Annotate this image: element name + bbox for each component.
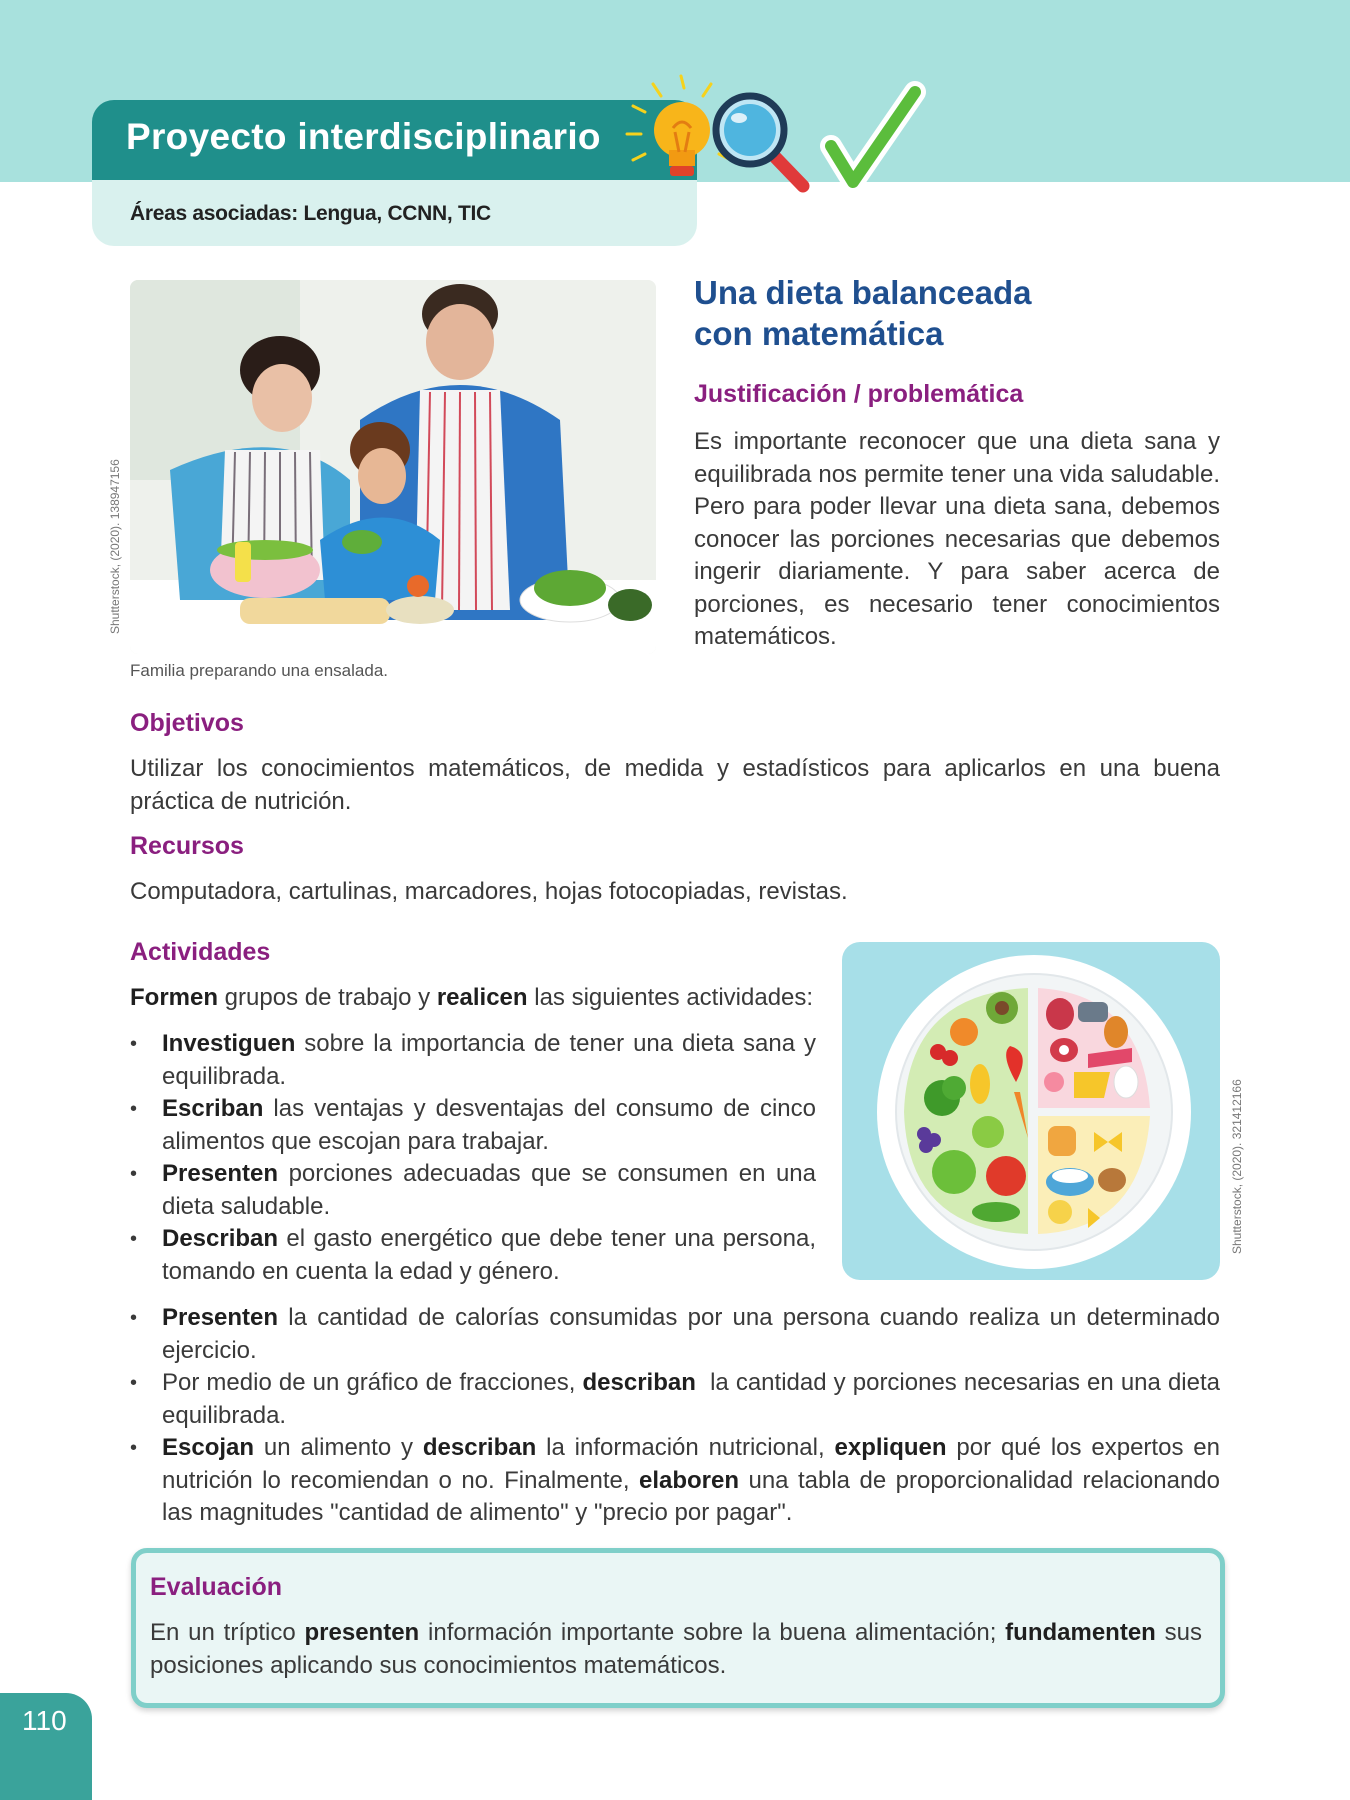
item-verb: Describan	[162, 1225, 279, 1252]
list-item	[130, 1367, 1227, 1432]
page-number: 110	[22, 1705, 67, 1736]
plate-credit: Shutterstock, (2020). 321412166	[1230, 1079, 1244, 1254]
item-text: la cantidad de calorías consumidas por una persona cuando realiza un determinado ejercicio.	[162, 1304, 1220, 1364]
item-verb: Presenten	[162, 1160, 279, 1187]
item-text: un alimento y	[254, 1434, 423, 1461]
actividades-intro	[130, 982, 820, 1015]
item-text: una tabla de proporcionalidad relacionando las magnitudes "cantidad de alimento" y "precio por pagar".	[162, 1466, 1220, 1526]
eval-bold-2: fundamenten	[1005, 1619, 1156, 1646]
photo-caption: Familia preparando una ensalada.	[130, 661, 389, 680]
item-verb: describan	[582, 1369, 696, 1396]
list-item	[130, 1028, 816, 1093]
item-verb: Escriban	[162, 1095, 264, 1122]
eval-text-1: En un tríptico	[150, 1619, 305, 1646]
justificacion-text: Es importante reconocer que una dieta sana y equilibrada nos permite tener una vida saludable. Pero para poder llevar una dieta sana, debemos conocer las porciones necesarias que debemos ingerir diariamente. Y para saber acerca de porciones, es necesario tener conocimientos matemáticos.	[694, 428, 1220, 650]
areas-label: Áreas asociadas: Lengua, CCNN, TIC	[130, 202, 491, 225]
recursos-text: Computadora, cartulinas, marcadores, hojas fotocopiadas, revistas.	[130, 878, 848, 905]
eval-bold-1: presenten	[304, 1619, 420, 1646]
objetivos-text: Utilizar los conocimientos matemáticos, de medida y estadísticos para aplicarlos en una buena práctica de nutrición.	[130, 755, 1220, 815]
checkmark-icon	[831, 92, 915, 182]
list-item	[130, 1432, 1220, 1530]
main-title	[694, 272, 1254, 354]
item-text: la información nutricional,	[536, 1434, 835, 1461]
list-item	[130, 1093, 816, 1158]
photo-credit: Shutterstock, (2020). 138947156	[108, 459, 122, 634]
item-verb: describan	[422, 1434, 537, 1461]
eval-text-3: sus posiciones aplicando sus conocimientos matemáticos.	[150, 1619, 1202, 1679]
eval-text-2: información importante sobre la buena alimentación;	[419, 1619, 1006, 1646]
areas-box	[92, 180, 697, 246]
item-verb: expliquen	[834, 1434, 947, 1461]
recursos-heading: Recursos	[130, 832, 244, 860]
intro-bold-1: Formen	[130, 984, 219, 1011]
evaluacion-box	[131, 1548, 1225, 1708]
evaluacion-text	[150, 1617, 1202, 1682]
intro-bold-2: realicen	[436, 984, 528, 1011]
healthy-plate-illustration	[842, 942, 1220, 1280]
item-text: la cantidad y porciones necesarias en una dieta equilibrada.	[162, 1369, 1227, 1429]
justificacion-heading: Justificación / problemática	[694, 380, 1024, 408]
item-verb: Presenten	[162, 1304, 279, 1331]
title-tab	[92, 100, 697, 180]
item-verb: Investiguen	[162, 1030, 296, 1057]
actividades-list-top	[130, 1028, 816, 1288]
intro-text-1: grupos de trabajo y	[218, 984, 437, 1011]
intro-text-2: las siguientes actividades:	[527, 984, 814, 1011]
item-text: Por medio de un gráfico de fracciones,	[162, 1369, 583, 1396]
header-icons	[615, 72, 955, 202]
item-verb: elaboren	[639, 1466, 740, 1494]
item-verb: Escojan	[162, 1434, 255, 1461]
family-photo	[130, 280, 656, 654]
main-title-line-2: con matemática	[694, 315, 944, 352]
item-text: sobre la importancia de tener una dieta sana y equilibrada.	[162, 1030, 816, 1090]
list-item	[130, 1302, 1220, 1367]
actividades-list-bottom	[130, 1302, 1227, 1530]
evaluacion-heading: Evaluación	[150, 1573, 282, 1601]
main-title-line-1: Una dieta balanceada	[694, 274, 1032, 311]
item-text: porciones adecuadas que se consumen en una dieta saludable.	[162, 1160, 816, 1220]
item-text: por qué los expertos en nutrición lo recomiendan o no. Finalmente,	[162, 1434, 1220, 1494]
item-text: las ventajas y desventajas del consumo de cinco alimentos que escojan para trabajar.	[162, 1095, 816, 1155]
item-text: el gasto energético que debe tener una persona, tomando en cuenta la edad y género.	[162, 1225, 816, 1285]
objetivos-heading: Objetivos	[130, 709, 244, 737]
list-item	[130, 1223, 816, 1288]
page-title: Proyecto interdisciplinario	[126, 116, 601, 157]
actividades-heading: Actividades	[130, 938, 271, 966]
magnifier-icon	[716, 96, 803, 186]
page-number-tab	[0, 1693, 92, 1800]
list-item	[130, 1158, 816, 1223]
